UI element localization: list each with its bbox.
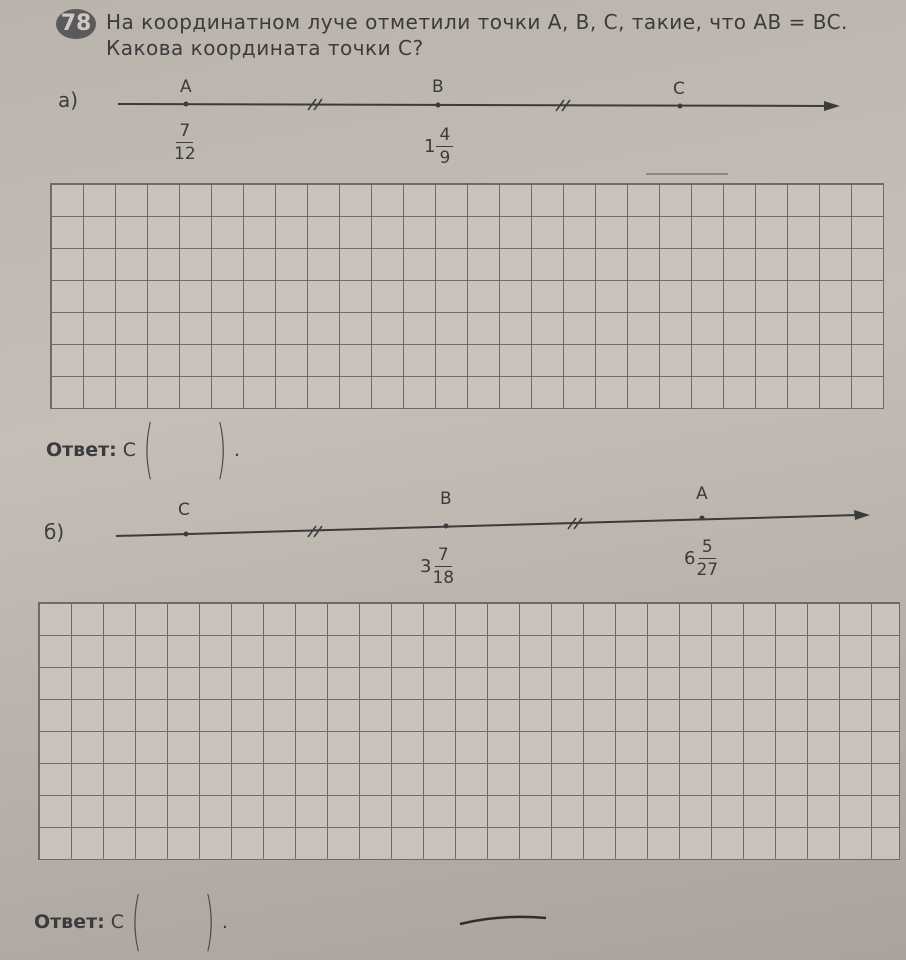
- part-b-answer-label: Ответ:: [34, 911, 105, 933]
- problem-number-badge: 78: [56, 9, 96, 39]
- task-text-line2: Какова координата точки C?: [106, 36, 424, 60]
- part-a-point-a-label: A: [180, 77, 192, 97]
- part-b-answer-point: C: [110, 911, 124, 933]
- part-b-answer-close-paren: ): [204, 885, 215, 959]
- part-b-answer: [34, 885, 228, 959]
- ray-a-point-a: [184, 102, 189, 107]
- part-a-coord-a-numerator: 7: [176, 120, 193, 143]
- part-b-coord-b-denominator: 18: [432, 568, 455, 589]
- part-a-coord-b-denominator: 9: [439, 148, 451, 169]
- part-a-answer-label: Ответ:: [46, 439, 117, 461]
- part-a-answer-close-paren: ): [216, 413, 227, 487]
- part-a-answer-grid[interactable]: [50, 183, 884, 409]
- ray-b-point-a: [700, 516, 705, 521]
- part-b-coord-a: [684, 536, 718, 581]
- part-a-answer-dot: .: [233, 439, 240, 461]
- part-a-coord-b: [424, 124, 453, 169]
- part-b-coord-a-denominator: 27: [696, 560, 719, 581]
- part-a-coord-a: [174, 120, 196, 165]
- part-a-label: а): [58, 88, 79, 112]
- part-a-answer: [46, 413, 240, 487]
- part-a-coord-b-numerator: 4: [436, 124, 453, 147]
- ray-a-point-b: [436, 103, 441, 108]
- part-a-answer-open-paren: (: [143, 413, 154, 487]
- part-b-point-b-label: B: [440, 489, 452, 509]
- part-b-point-c-label: C: [178, 500, 190, 520]
- extra-mark: [460, 917, 546, 924]
- ray-a-point-c: [678, 104, 683, 109]
- ray-b-point-c: [184, 532, 189, 537]
- task-text-line1: На координатном луче отметили точки A, B, C, такие, что AB = BC.: [106, 10, 848, 34]
- part-b-coord-a-whole: 6: [684, 548, 696, 570]
- part-a-answer-point: C: [122, 439, 136, 461]
- part-a-coord-a-denominator: 12: [174, 144, 196, 165]
- part-b-label: б): [44, 520, 65, 544]
- part-b-point-a-label: A: [696, 484, 708, 504]
- part-b-answer-grid[interactable]: [38, 602, 900, 860]
- ray-b-arrowhead: [854, 510, 870, 520]
- part-b-answer-open-paren: (: [131, 885, 142, 959]
- part-b-coord-a-numerator: 5: [699, 536, 716, 559]
- ray-b-point-b: [444, 524, 449, 529]
- part-b-answer-dot: .: [221, 911, 228, 933]
- part-a-point-b-label: B: [432, 77, 444, 97]
- ray-a-arrowhead: [824, 101, 840, 111]
- part-b-coord-b-whole: 3: [420, 556, 432, 578]
- part-b-coord-b-numerator: 7: [435, 544, 452, 567]
- part-a-point-c-label: C: [673, 79, 685, 99]
- ray-a: [118, 104, 832, 106]
- part-a-coord-b-whole: 1: [424, 136, 436, 158]
- part-b-coord-b: [420, 544, 454, 589]
- ray-b: [116, 515, 858, 536]
